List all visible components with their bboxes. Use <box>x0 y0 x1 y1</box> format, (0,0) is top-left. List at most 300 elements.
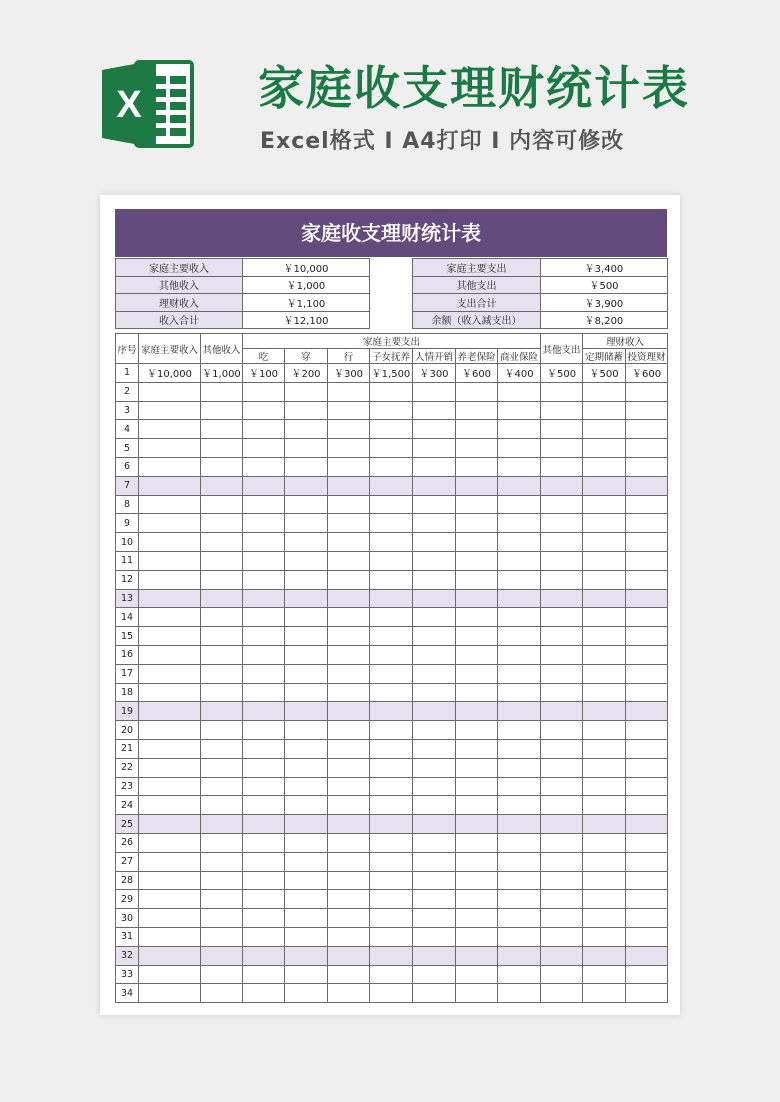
table-cell[interactable] <box>328 401 370 420</box>
table-cell[interactable] <box>285 645 328 664</box>
table-cell[interactable] <box>626 946 668 965</box>
table-cell[interactable] <box>456 533 498 552</box>
table-cell[interactable] <box>498 796 541 815</box>
table-cell[interactable] <box>541 777 583 796</box>
table-cell[interactable] <box>201 420 243 439</box>
table-cell[interactable] <box>285 533 328 552</box>
table-cell[interactable] <box>328 758 370 777</box>
table-cell[interactable] <box>583 664 626 683</box>
table-cell[interactable] <box>370 589 413 608</box>
table-cell[interactable] <box>498 570 541 589</box>
table-cell[interactable] <box>456 833 498 852</box>
table-cell[interactable] <box>541 645 583 664</box>
table-cell[interactable] <box>626 570 668 589</box>
summary-value[interactable]: ￥1,000 <box>243 276 370 294</box>
summary-value[interactable]: ￥8,200 <box>541 311 668 329</box>
table-cell[interactable] <box>201 815 243 834</box>
table-cell[interactable] <box>285 815 328 834</box>
table-cell[interactable] <box>498 739 541 758</box>
table-cell[interactable] <box>541 514 583 533</box>
table-cell[interactable] <box>243 570 285 589</box>
table-cell[interactable] <box>328 702 370 721</box>
table-cell[interactable] <box>456 570 498 589</box>
table-cell[interactable] <box>285 758 328 777</box>
table-cell[interactable] <box>201 946 243 965</box>
table-cell[interactable] <box>370 909 413 928</box>
table-cell[interactable] <box>370 608 413 627</box>
table-cell[interactable] <box>328 476 370 495</box>
table-cell[interactable] <box>201 476 243 495</box>
table-cell[interactable] <box>413 777 456 796</box>
table-cell[interactable] <box>243 645 285 664</box>
table-cell[interactable] <box>328 439 370 458</box>
table-cell[interactable] <box>413 645 456 664</box>
table-cell[interactable] <box>626 739 668 758</box>
table-cell[interactable] <box>285 871 328 890</box>
table-cell[interactable] <box>413 589 456 608</box>
table-cell[interactable] <box>370 476 413 495</box>
table-cell[interactable] <box>456 852 498 871</box>
table-cell[interactable] <box>583 702 626 721</box>
table-cell[interactable] <box>243 439 285 458</box>
table-cell[interactable] <box>413 965 456 984</box>
table-cell[interactable] <box>243 721 285 740</box>
table-cell[interactable] <box>456 946 498 965</box>
table-cell[interactable] <box>456 420 498 439</box>
table-cell[interactable] <box>498 758 541 777</box>
table-cell[interactable] <box>456 495 498 514</box>
table-cell[interactable] <box>541 401 583 420</box>
table-cell[interactable] <box>370 721 413 740</box>
table-cell[interactable] <box>201 683 243 702</box>
table-cell[interactable] <box>541 683 583 702</box>
table-cell[interactable]: ￥500 <box>541 364 583 383</box>
table-cell[interactable] <box>243 683 285 702</box>
table-cell[interactable]: ￥100 <box>243 364 285 383</box>
table-cell[interactable] <box>139 683 201 702</box>
table-cell[interactable] <box>328 495 370 514</box>
table-cell[interactable] <box>541 570 583 589</box>
table-cell[interactable] <box>370 645 413 664</box>
table-cell[interactable] <box>243 382 285 401</box>
table-cell[interactable] <box>583 758 626 777</box>
table-cell[interactable] <box>498 645 541 664</box>
table-cell[interactable] <box>626 382 668 401</box>
table-cell[interactable] <box>285 382 328 401</box>
table-cell[interactable] <box>626 439 668 458</box>
table-cell[interactable] <box>139 514 201 533</box>
table-cell[interactable] <box>498 495 541 514</box>
table-cell[interactable] <box>541 927 583 946</box>
table-cell[interactable] <box>328 796 370 815</box>
table-cell[interactable] <box>285 852 328 871</box>
table-cell[interactable] <box>541 758 583 777</box>
table-cell[interactable] <box>243 852 285 871</box>
table-cell[interactable] <box>626 664 668 683</box>
table-cell[interactable] <box>139 946 201 965</box>
table-cell[interactable] <box>243 796 285 815</box>
table-cell[interactable] <box>328 909 370 928</box>
table-cell[interactable] <box>328 514 370 533</box>
table-cell[interactable] <box>328 739 370 758</box>
summary-value[interactable]: ￥12,100 <box>243 311 370 329</box>
summary-value[interactable]: ￥3,400 <box>541 259 668 277</box>
table-cell[interactable] <box>201 890 243 909</box>
table-cell[interactable] <box>413 946 456 965</box>
table-cell[interactable] <box>583 815 626 834</box>
table-cell[interactable] <box>541 721 583 740</box>
table-cell[interactable] <box>370 833 413 852</box>
table-cell[interactable] <box>285 984 328 1003</box>
table-cell[interactable] <box>370 927 413 946</box>
table-cell[interactable] <box>139 815 201 834</box>
table-cell[interactable] <box>370 514 413 533</box>
table-cell[interactable] <box>370 739 413 758</box>
table-cell[interactable] <box>285 457 328 476</box>
table-cell[interactable] <box>285 570 328 589</box>
table-cell[interactable] <box>139 833 201 852</box>
table-cell[interactable] <box>413 476 456 495</box>
table-cell[interactable] <box>498 946 541 965</box>
table-cell[interactable] <box>626 777 668 796</box>
table-cell[interactable] <box>243 739 285 758</box>
table-cell[interactable] <box>370 551 413 570</box>
table-cell[interactable] <box>328 683 370 702</box>
table-cell[interactable] <box>498 984 541 1003</box>
table-cell[interactable] <box>413 739 456 758</box>
table-cell[interactable] <box>626 495 668 514</box>
table-cell[interactable] <box>583 833 626 852</box>
table-cell[interactable] <box>201 909 243 928</box>
table-cell[interactable] <box>456 777 498 796</box>
table-cell[interactable] <box>413 608 456 627</box>
table-cell[interactable] <box>583 476 626 495</box>
table-cell[interactable] <box>139 495 201 514</box>
table-cell[interactable] <box>413 758 456 777</box>
table-cell[interactable] <box>498 608 541 627</box>
table-cell[interactable] <box>328 457 370 476</box>
table-cell[interactable] <box>498 909 541 928</box>
table-cell[interactable] <box>583 382 626 401</box>
table-cell[interactable] <box>456 608 498 627</box>
table-cell[interactable] <box>413 852 456 871</box>
summary-value[interactable]: ￥10,000 <box>243 259 370 277</box>
table-cell[interactable] <box>413 551 456 570</box>
table-cell[interactable] <box>139 721 201 740</box>
table-cell[interactable] <box>583 645 626 664</box>
table-cell[interactable]: ￥10,000 <box>139 364 201 383</box>
table-cell[interactable] <box>626 815 668 834</box>
table-cell[interactable] <box>626 796 668 815</box>
table-cell[interactable] <box>583 608 626 627</box>
table-cell[interactable] <box>413 927 456 946</box>
table-cell[interactable] <box>285 420 328 439</box>
table-cell[interactable] <box>285 946 328 965</box>
table-cell[interactable] <box>370 664 413 683</box>
table-cell[interactable] <box>370 533 413 552</box>
table-cell[interactable] <box>456 758 498 777</box>
table-cell[interactable] <box>583 627 626 646</box>
table-cell[interactable] <box>201 457 243 476</box>
table-cell[interactable] <box>498 420 541 439</box>
table-cell[interactable] <box>413 721 456 740</box>
table-cell[interactable] <box>541 382 583 401</box>
table-cell[interactable] <box>456 551 498 570</box>
table-cell[interactable] <box>139 439 201 458</box>
table-cell[interactable] <box>583 890 626 909</box>
table-cell[interactable] <box>370 401 413 420</box>
table-cell[interactable] <box>285 401 328 420</box>
table-cell[interactable]: ￥400 <box>498 364 541 383</box>
table-cell[interactable] <box>413 833 456 852</box>
table-cell[interactable] <box>139 758 201 777</box>
table-cell[interactable] <box>456 965 498 984</box>
table-cell[interactable] <box>626 758 668 777</box>
table-cell[interactable] <box>370 439 413 458</box>
table-cell[interactable] <box>626 627 668 646</box>
table-cell[interactable] <box>370 946 413 965</box>
table-cell[interactable] <box>328 551 370 570</box>
table-cell[interactable] <box>583 589 626 608</box>
table-cell[interactable] <box>498 833 541 852</box>
table-cell[interactable] <box>583 909 626 928</box>
table-cell[interactable] <box>243 664 285 683</box>
table-cell[interactable] <box>541 852 583 871</box>
table-cell[interactable] <box>583 777 626 796</box>
table-cell[interactable] <box>626 871 668 890</box>
table-cell[interactable] <box>201 439 243 458</box>
table-cell[interactable] <box>370 890 413 909</box>
table-cell[interactable] <box>583 495 626 514</box>
table-cell[interactable] <box>328 721 370 740</box>
table-cell[interactable] <box>413 570 456 589</box>
table-cell[interactable]: ￥300 <box>328 364 370 383</box>
table-cell[interactable] <box>243 495 285 514</box>
table-cell[interactable] <box>243 777 285 796</box>
table-cell[interactable] <box>541 909 583 928</box>
table-cell[interactable] <box>583 683 626 702</box>
table-cell[interactable] <box>583 739 626 758</box>
table-cell[interactable] <box>583 946 626 965</box>
table-cell[interactable] <box>201 382 243 401</box>
summary-value[interactable]: ￥500 <box>541 276 668 294</box>
table-cell[interactable] <box>139 965 201 984</box>
table-cell[interactable] <box>413 664 456 683</box>
table-cell[interactable] <box>201 721 243 740</box>
table-cell[interactable] <box>243 589 285 608</box>
table-cell[interactable] <box>456 984 498 1003</box>
table-cell[interactable] <box>541 608 583 627</box>
table-cell[interactable] <box>370 457 413 476</box>
table-cell[interactable] <box>456 815 498 834</box>
table-cell[interactable] <box>370 758 413 777</box>
table-cell[interactable] <box>139 739 201 758</box>
table-cell[interactable] <box>201 570 243 589</box>
table-cell[interactable] <box>243 457 285 476</box>
table-cell[interactable] <box>139 984 201 1003</box>
table-cell[interactable] <box>541 551 583 570</box>
table-cell[interactable] <box>498 664 541 683</box>
table-cell[interactable] <box>328 777 370 796</box>
table-cell[interactable] <box>285 476 328 495</box>
table-cell[interactable] <box>498 815 541 834</box>
table-cell[interactable] <box>285 514 328 533</box>
table-cell[interactable] <box>498 627 541 646</box>
table-cell[interactable] <box>243 476 285 495</box>
table-cell[interactable] <box>370 420 413 439</box>
table-cell[interactable] <box>328 890 370 909</box>
table-cell[interactable] <box>139 570 201 589</box>
table-cell[interactable] <box>541 420 583 439</box>
table-cell[interactable] <box>456 645 498 664</box>
table-cell[interactable]: ￥1,000 <box>201 364 243 383</box>
table-cell[interactable] <box>370 984 413 1003</box>
table-cell[interactable] <box>413 627 456 646</box>
table-cell[interactable] <box>498 382 541 401</box>
table-cell[interactable] <box>370 683 413 702</box>
table-cell[interactable] <box>139 796 201 815</box>
table-cell[interactable] <box>201 871 243 890</box>
table-cell[interactable] <box>285 702 328 721</box>
table-cell[interactable] <box>583 439 626 458</box>
table-cell[interactable] <box>626 702 668 721</box>
table-cell[interactable] <box>626 909 668 928</box>
table-cell[interactable] <box>243 758 285 777</box>
table-cell[interactable] <box>541 533 583 552</box>
table-cell[interactable] <box>201 533 243 552</box>
table-cell[interactable] <box>583 533 626 552</box>
table-cell[interactable] <box>498 533 541 552</box>
table-cell[interactable] <box>328 589 370 608</box>
table-cell[interactable] <box>583 401 626 420</box>
table-cell[interactable] <box>583 984 626 1003</box>
table-cell[interactable] <box>243 984 285 1003</box>
table-cell[interactable] <box>201 796 243 815</box>
table-cell[interactable] <box>328 570 370 589</box>
table-cell[interactable] <box>370 965 413 984</box>
table-cell[interactable] <box>328 608 370 627</box>
table-cell[interactable] <box>139 551 201 570</box>
table-cell[interactable] <box>456 514 498 533</box>
table-cell[interactable] <box>541 984 583 1003</box>
table-cell[interactable] <box>456 909 498 928</box>
table-cell[interactable] <box>328 852 370 871</box>
table-cell[interactable] <box>456 871 498 890</box>
table-cell[interactable] <box>285 965 328 984</box>
table-cell[interactable] <box>201 514 243 533</box>
table-cell[interactable] <box>285 439 328 458</box>
table-cell[interactable] <box>413 871 456 890</box>
table-cell[interactable] <box>498 514 541 533</box>
table-cell[interactable] <box>328 664 370 683</box>
table-cell[interactable] <box>139 852 201 871</box>
table-cell[interactable] <box>413 890 456 909</box>
table-cell[interactable] <box>413 439 456 458</box>
table-cell[interactable] <box>456 927 498 946</box>
table-cell[interactable] <box>626 890 668 909</box>
table-cell[interactable] <box>243 627 285 646</box>
table-cell[interactable]: ￥1,500 <box>370 364 413 383</box>
table-cell[interactable] <box>626 551 668 570</box>
table-cell[interactable]: ￥600 <box>626 364 668 383</box>
table-cell[interactable] <box>541 476 583 495</box>
table-cell[interactable] <box>201 645 243 664</box>
table-cell[interactable] <box>583 871 626 890</box>
table-cell[interactable] <box>498 965 541 984</box>
table-cell[interactable] <box>201 777 243 796</box>
table-cell[interactable] <box>413 683 456 702</box>
table-cell[interactable] <box>243 514 285 533</box>
table-cell[interactable] <box>370 495 413 514</box>
table-cell[interactable] <box>243 965 285 984</box>
summary-value[interactable]: ￥1,100 <box>243 294 370 312</box>
table-cell[interactable] <box>456 439 498 458</box>
table-cell[interactable] <box>413 796 456 815</box>
table-cell[interactable] <box>139 909 201 928</box>
table-cell[interactable] <box>626 721 668 740</box>
table-cell[interactable] <box>498 702 541 721</box>
table-cell[interactable] <box>413 495 456 514</box>
table-cell[interactable] <box>139 927 201 946</box>
table-cell[interactable] <box>413 401 456 420</box>
table-cell[interactable] <box>201 608 243 627</box>
table-cell[interactable] <box>413 533 456 552</box>
table-cell[interactable] <box>201 664 243 683</box>
table-cell[interactable] <box>541 946 583 965</box>
table-cell[interactable] <box>456 382 498 401</box>
table-cell[interactable] <box>201 495 243 514</box>
table-cell[interactable] <box>201 965 243 984</box>
table-cell[interactable] <box>243 420 285 439</box>
table-cell[interactable] <box>583 965 626 984</box>
table-cell[interactable] <box>201 758 243 777</box>
table-cell[interactable] <box>541 702 583 721</box>
table-cell[interactable]: ￥500 <box>583 364 626 383</box>
table-cell[interactable] <box>541 739 583 758</box>
table-cell[interactable] <box>498 871 541 890</box>
table-cell[interactable] <box>243 551 285 570</box>
table-cell[interactable] <box>626 683 668 702</box>
table-cell[interactable] <box>583 457 626 476</box>
table-cell[interactable] <box>139 664 201 683</box>
table-cell[interactable] <box>285 777 328 796</box>
table-cell[interactable] <box>139 476 201 495</box>
table-cell[interactable] <box>328 833 370 852</box>
table-cell[interactable] <box>456 457 498 476</box>
table-cell[interactable] <box>243 702 285 721</box>
table-cell[interactable] <box>498 439 541 458</box>
table-cell[interactable] <box>626 984 668 1003</box>
table-cell[interactable] <box>413 382 456 401</box>
table-cell[interactable] <box>201 739 243 758</box>
table-cell[interactable] <box>285 608 328 627</box>
table-cell[interactable] <box>583 852 626 871</box>
table-cell[interactable] <box>139 457 201 476</box>
table-cell[interactable] <box>498 927 541 946</box>
table-cell[interactable] <box>139 702 201 721</box>
table-cell[interactable] <box>243 533 285 552</box>
table-cell[interactable] <box>626 589 668 608</box>
table-cell[interactable] <box>201 551 243 570</box>
table-cell[interactable] <box>456 739 498 758</box>
table-cell[interactable] <box>498 476 541 495</box>
table-cell[interactable] <box>201 984 243 1003</box>
table-cell[interactable] <box>328 627 370 646</box>
table-cell[interactable] <box>456 664 498 683</box>
table-cell[interactable] <box>370 796 413 815</box>
table-cell[interactable] <box>541 833 583 852</box>
table-cell[interactable] <box>456 476 498 495</box>
